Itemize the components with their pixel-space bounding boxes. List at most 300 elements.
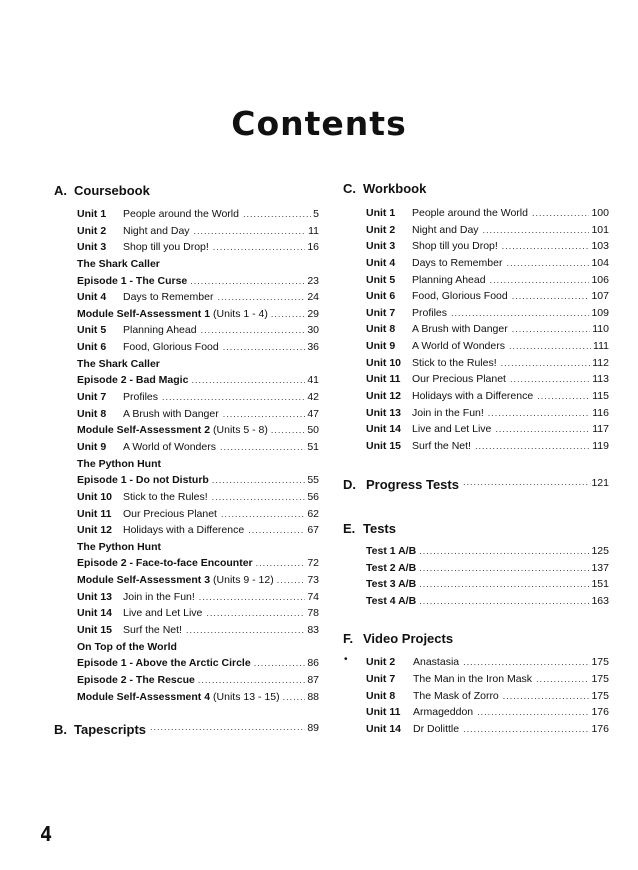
entry-line bbox=[123, 239, 319, 256]
page-number: 176 bbox=[591, 723, 609, 736]
page-number: 5 bbox=[313, 208, 319, 220]
page-number: 11 bbox=[308, 224, 319, 237]
page-number: 50 bbox=[307, 424, 319, 437]
page-number: 67 bbox=[307, 524, 319, 537]
leader-dots bbox=[243, 206, 311, 223]
toc-entry[interactable] bbox=[77, 672, 319, 689]
entry-line bbox=[77, 555, 319, 572]
toc-entry[interactable] bbox=[366, 721, 609, 738]
page-number: 137 bbox=[591, 561, 609, 574]
section-f-heading: F. Video Projects bbox=[343, 631, 454, 646]
entry-line bbox=[412, 222, 609, 239]
entry-title: Our Precious Planet bbox=[412, 373, 506, 386]
entry-title: Live and Let Live bbox=[123, 607, 203, 620]
entry-title: Episode 1 - The Curse bbox=[77, 274, 188, 287]
page-number: 125 bbox=[591, 545, 609, 557]
entry-title: Holidays with a Difference bbox=[123, 524, 245, 537]
unit-label: Unit 12 bbox=[366, 390, 402, 403]
page-number: 175 bbox=[591, 689, 609, 702]
entry-line bbox=[412, 355, 609, 372]
section-b-row[interactable]: B. Tapescripts ..... 89 bbox=[54, 722, 319, 737]
entry-line bbox=[77, 472, 319, 489]
entry-line bbox=[123, 206, 319, 223]
entry-line bbox=[77, 672, 319, 689]
page-number: 110 bbox=[592, 323, 609, 336]
entry-line bbox=[412, 405, 609, 422]
entry-title: Shop till you Drop! bbox=[412, 240, 498, 253]
page-number-footer: 4 bbox=[40, 822, 53, 846]
leader-dots bbox=[206, 605, 305, 622]
page-number: 113 bbox=[592, 373, 609, 386]
entry-line bbox=[123, 406, 319, 423]
entry-line bbox=[123, 439, 319, 456]
leader-dots bbox=[463, 477, 590, 492]
toc-entry[interactable] bbox=[77, 273, 319, 290]
entry-line bbox=[413, 671, 609, 688]
unit-label: Unit 8 bbox=[366, 323, 396, 336]
page-number: 42 bbox=[307, 391, 319, 404]
entry-line bbox=[413, 688, 609, 705]
entry-title: Profiles bbox=[123, 391, 159, 404]
leader-dots bbox=[212, 472, 305, 489]
entry-title: Dr Dolittle bbox=[413, 723, 460, 736]
leader-dots bbox=[532, 205, 590, 222]
toc-entry[interactable] bbox=[77, 572, 319, 589]
page-number: 175 bbox=[591, 672, 609, 685]
entry-line bbox=[412, 371, 609, 388]
page-number: 112 bbox=[592, 356, 609, 369]
entry-title: Surf the Net! bbox=[123, 624, 182, 637]
entry-title: Stick to the Rules! bbox=[123, 490, 208, 503]
toc-entry[interactable] bbox=[366, 355, 609, 372]
leader-dots bbox=[217, 289, 305, 306]
unit-label: Unit 5 bbox=[77, 324, 107, 337]
entry-suffix: (Units 5 - 8) bbox=[213, 424, 268, 437]
workbook-list bbox=[366, 205, 609, 455]
toc-entry[interactable] bbox=[366, 405, 609, 422]
section-a-heading: A. Coursebook bbox=[54, 183, 150, 198]
toc-entry[interactable] bbox=[366, 576, 609, 593]
leader-dots bbox=[483, 222, 590, 239]
unit-label: Unit 11 bbox=[366, 373, 401, 386]
leader-dots bbox=[194, 223, 307, 240]
entry-title: Days to Remember bbox=[412, 256, 503, 269]
page-number: 87 bbox=[307, 673, 319, 686]
entry-line bbox=[412, 421, 609, 438]
leader-dots bbox=[220, 439, 305, 456]
entry-title: Food, Glorious Food bbox=[412, 290, 508, 303]
section-c-heading: C. Workbook bbox=[343, 181, 427, 196]
entry-suffix: (Units 9 - 12) bbox=[213, 574, 274, 587]
toc-subheading bbox=[77, 256, 319, 273]
entry-title: Our Precious Planet bbox=[123, 507, 217, 520]
page-number: 117 bbox=[592, 423, 609, 436]
toc-entry[interactable] bbox=[366, 704, 609, 721]
leader-dots bbox=[213, 239, 306, 256]
entry-title: A Brush with Danger bbox=[123, 407, 219, 420]
entry-title: Episode 1 - Above the Arctic Circle bbox=[77, 657, 251, 670]
page-number: 16 bbox=[307, 241, 319, 254]
page-number: 111 bbox=[593, 340, 609, 353]
leader-dots bbox=[162, 389, 305, 406]
entry-title: Stick to the Rules! bbox=[412, 356, 497, 369]
entry-title: Holidays with a Difference bbox=[412, 390, 534, 403]
unit-label: Unit 7 bbox=[366, 672, 396, 685]
toc-entry[interactable] bbox=[77, 522, 319, 539]
unit-label: Unit 15 bbox=[366, 439, 402, 452]
entry-title: Food, Glorious Food bbox=[123, 341, 219, 354]
entry-line bbox=[123, 322, 319, 339]
page-number: 41 bbox=[307, 374, 319, 387]
subheading-text: The Shark Caller bbox=[77, 257, 160, 270]
unit-label: Unit 3 bbox=[77, 241, 107, 254]
page-number: 51 bbox=[307, 440, 319, 453]
toc-entry[interactable] bbox=[77, 489, 319, 506]
entry-title: Test 4 A/B bbox=[366, 594, 417, 607]
page-number: 23 bbox=[307, 274, 319, 287]
leader-dots bbox=[490, 272, 590, 289]
toc-entry[interactable] bbox=[77, 372, 319, 389]
toc-entry[interactable] bbox=[77, 506, 319, 523]
page-number: 175 bbox=[591, 656, 609, 668]
subheading-text: The Shark Caller bbox=[77, 357, 160, 370]
unit-label: Unit 3 bbox=[366, 240, 396, 253]
entry-line bbox=[412, 205, 609, 222]
page-number: 72 bbox=[307, 557, 319, 570]
entry-line bbox=[123, 489, 319, 506]
entry-title: Module Self-Assessment 1 bbox=[77, 307, 211, 320]
entry-line bbox=[412, 238, 609, 255]
unit-label: Unit 1 bbox=[366, 207, 396, 219]
bullet-mark: • bbox=[344, 654, 348, 665]
section-d-heading: Progress Tests bbox=[366, 477, 459, 492]
leader-dots bbox=[201, 322, 306, 339]
toc-entry[interactable] bbox=[366, 338, 609, 355]
page-number: 176 bbox=[591, 706, 609, 719]
entry-title: Days to Remember bbox=[123, 291, 214, 304]
leader-dots bbox=[512, 321, 591, 338]
leader-dots bbox=[212, 489, 306, 506]
page-number: 151 bbox=[591, 578, 609, 591]
page-number: 73 bbox=[307, 574, 319, 587]
entry-line bbox=[413, 654, 609, 671]
leader-dots bbox=[501, 355, 591, 372]
section-e-heading: E. Tests bbox=[343, 521, 396, 536]
entry-title: Test 3 A/B bbox=[366, 578, 417, 591]
toc-entry[interactable] bbox=[77, 472, 319, 489]
unit-label: Unit 14 bbox=[366, 723, 402, 736]
entry-line bbox=[77, 273, 319, 290]
entry-title: Episode 1 - Do not Disturb bbox=[77, 474, 209, 487]
page-number: 62 bbox=[307, 507, 319, 520]
toc-entry[interactable] bbox=[77, 206, 319, 223]
unit-label: Unit 8 bbox=[77, 407, 107, 420]
entry-line bbox=[413, 721, 609, 738]
page-number: 109 bbox=[591, 306, 609, 319]
page-number: 78 bbox=[307, 607, 319, 620]
page-number: 24 bbox=[307, 291, 319, 304]
unit-label: Unit 2 bbox=[366, 656, 396, 668]
entry-title: A Brush with Danger bbox=[412, 323, 508, 336]
leader-dots bbox=[506, 255, 589, 272]
leader-dots bbox=[198, 672, 305, 689]
entry-title: Planning Ahead bbox=[412, 273, 486, 286]
toc-entry[interactable] bbox=[77, 322, 319, 339]
leader-dots bbox=[477, 704, 589, 721]
entry-line bbox=[77, 689, 319, 706]
toc-entry[interactable] bbox=[77, 339, 319, 356]
toc-entry[interactable] bbox=[366, 255, 609, 272]
toc-entry[interactable] bbox=[77, 589, 319, 606]
subheading-text: The Python Hunt bbox=[77, 457, 161, 470]
toc-entry[interactable] bbox=[77, 406, 319, 423]
toc-entry[interactable] bbox=[366, 671, 609, 688]
toc-entry[interactable] bbox=[366, 305, 609, 322]
entry-line bbox=[412, 438, 609, 455]
entry-line bbox=[123, 339, 319, 356]
unit-label: Unit 15 bbox=[77, 624, 113, 637]
toc-entry[interactable] bbox=[366, 688, 609, 705]
page-number: 106 bbox=[591, 273, 609, 286]
section-d-row[interactable]: D. Progress Tests ..... 121 bbox=[343, 477, 609, 492]
entry-title: A World of Wonders bbox=[412, 340, 505, 353]
entry-title: Module Self-Assessment 4 bbox=[77, 690, 211, 703]
toc-entry[interactable] bbox=[366, 238, 609, 255]
entry-title: Episode 2 - Face-to-face Encounter bbox=[77, 557, 253, 570]
toc-entry[interactable] bbox=[77, 223, 319, 240]
toc-subheading bbox=[77, 456, 319, 473]
toc-entry[interactable] bbox=[366, 560, 609, 577]
toc-subheading bbox=[77, 356, 319, 373]
leader-dots bbox=[463, 654, 589, 671]
toc-entry[interactable] bbox=[366, 371, 609, 388]
toc-entry[interactable] bbox=[366, 654, 609, 671]
page-number: 119 bbox=[592, 439, 609, 452]
entry-line bbox=[412, 272, 609, 289]
unit-label: Unit 14 bbox=[77, 607, 113, 620]
leader-dots bbox=[221, 506, 305, 523]
page-number: 163 bbox=[591, 594, 609, 607]
page-number: 107 bbox=[591, 290, 609, 303]
leader-dots bbox=[199, 589, 306, 606]
entry-line bbox=[77, 422, 319, 439]
entry-line bbox=[412, 255, 609, 272]
leader-dots bbox=[186, 622, 305, 639]
entry-title: People around the World bbox=[123, 208, 239, 220]
entry-line bbox=[77, 655, 319, 672]
entry-title: Profiles bbox=[412, 306, 448, 319]
unit-label: Unit 13 bbox=[77, 590, 113, 603]
leader-dots bbox=[223, 406, 306, 423]
entry-line bbox=[412, 388, 609, 405]
leader-dots bbox=[537, 388, 590, 405]
entry-title: Night and Day bbox=[412, 223, 479, 236]
leader-dots bbox=[419, 593, 589, 610]
unit-label: Unit 12 bbox=[77, 524, 113, 537]
entry-title: Live and Let Live bbox=[412, 423, 492, 436]
unit-label: Unit 1 bbox=[77, 208, 107, 220]
entry-title: Module Self-Assessment 3 bbox=[77, 574, 211, 587]
toc-entry[interactable] bbox=[366, 543, 609, 560]
unit-label: Unit 10 bbox=[366, 356, 402, 369]
page-number: 47 bbox=[307, 407, 319, 420]
subheading-text: On Top of the World bbox=[77, 640, 177, 653]
entry-title: Test 1 A/B bbox=[366, 545, 417, 557]
toc-entry[interactable] bbox=[77, 439, 319, 456]
leader-dots bbox=[503, 688, 590, 705]
leader-dots bbox=[191, 372, 305, 389]
entry-suffix: (Units 1 - 4) bbox=[213, 307, 268, 320]
unit-label: Unit 10 bbox=[77, 490, 113, 503]
entry-line bbox=[123, 389, 319, 406]
entry-line bbox=[366, 543, 609, 560]
toc-entry[interactable] bbox=[366, 421, 609, 438]
toc-subheading bbox=[77, 539, 319, 556]
entry-title: Episode 2 - Bad Magic bbox=[77, 374, 189, 387]
leader-dots bbox=[277, 572, 306, 589]
subheading-text: The Python Hunt bbox=[77, 540, 161, 553]
entry-line bbox=[123, 522, 319, 539]
leader-dots bbox=[150, 722, 305, 737]
entry-line bbox=[413, 704, 609, 721]
leader-dots bbox=[256, 555, 306, 572]
toc-entry[interactable] bbox=[77, 289, 319, 306]
entry-line bbox=[412, 305, 609, 322]
page-number: 89 bbox=[307, 722, 319, 734]
entry-line bbox=[77, 372, 319, 389]
page-number: 83 bbox=[307, 624, 319, 637]
leader-dots bbox=[190, 273, 305, 290]
page-number: 115 bbox=[592, 390, 609, 403]
unit-label: Unit 5 bbox=[366, 273, 396, 286]
unit-label: Unit 7 bbox=[77, 391, 107, 404]
unit-label: Unit 4 bbox=[77, 291, 107, 304]
entry-line bbox=[77, 572, 319, 589]
toc-entry[interactable] bbox=[366, 205, 609, 222]
leader-dots bbox=[248, 522, 305, 539]
entry-title: Armageddon bbox=[413, 706, 474, 719]
page-number: 121 bbox=[591, 477, 609, 489]
entry-title: Anastasia bbox=[413, 656, 460, 668]
entry-line bbox=[123, 605, 319, 622]
leader-dots bbox=[510, 371, 590, 388]
toc-entry[interactable] bbox=[77, 605, 319, 622]
section-b-heading: Tapescripts bbox=[74, 722, 147, 737]
unit-label: Unit 11 bbox=[366, 706, 401, 719]
leader-dots bbox=[254, 655, 306, 672]
toc-entry[interactable] bbox=[366, 593, 609, 610]
page-number: 36 bbox=[307, 341, 319, 354]
toc-entry[interactable] bbox=[77, 422, 319, 439]
leader-dots bbox=[512, 288, 590, 305]
unit-label: Unit 6 bbox=[366, 290, 396, 303]
page-number: 86 bbox=[307, 657, 319, 670]
toc-entry[interactable] bbox=[366, 288, 609, 305]
leader-dots bbox=[488, 405, 590, 422]
leader-dots bbox=[495, 421, 590, 438]
entry-title: Module Self-Assessment 2 bbox=[77, 424, 211, 437]
entry-title: Test 2 A/B bbox=[366, 561, 417, 574]
page-number: 74 bbox=[307, 590, 319, 603]
page-title: Contents bbox=[231, 104, 407, 143]
toc-entry[interactable] bbox=[77, 655, 319, 672]
leader-dots bbox=[451, 305, 589, 322]
leader-dots bbox=[283, 689, 306, 706]
page-number: 104 bbox=[591, 256, 609, 269]
page-number: 88 bbox=[307, 690, 319, 703]
unit-label: Unit 6 bbox=[77, 341, 107, 354]
leader-dots bbox=[419, 560, 589, 577]
entry-title: Shop till you Drop! bbox=[123, 241, 209, 254]
entry-line bbox=[412, 321, 609, 338]
leader-dots bbox=[223, 339, 306, 356]
toc-entry[interactable] bbox=[77, 389, 319, 406]
entry-title: The Man in the Iron Mask bbox=[413, 672, 533, 685]
unit-label: Unit 7 bbox=[366, 306, 396, 319]
toc-entry[interactable] bbox=[77, 306, 319, 323]
toc-subheading bbox=[77, 639, 319, 656]
entry-line bbox=[123, 223, 319, 240]
unit-label: Unit 9 bbox=[77, 440, 107, 453]
toc-entry[interactable] bbox=[77, 555, 319, 572]
toc-entry[interactable] bbox=[77, 239, 319, 256]
unit-label: Unit 8 bbox=[366, 689, 396, 702]
unit-label: Unit 11 bbox=[77, 507, 112, 520]
entry-title: Night and Day bbox=[123, 224, 190, 237]
page-number: 30 bbox=[307, 324, 319, 337]
leader-dots bbox=[536, 671, 589, 688]
entry-title: Surf the Net! bbox=[412, 439, 471, 452]
unit-label: Unit 9 bbox=[366, 340, 396, 353]
entry-line bbox=[412, 288, 609, 305]
video-list bbox=[366, 654, 609, 738]
leader-dots bbox=[509, 338, 591, 355]
entry-title: A World of Wonders bbox=[123, 440, 216, 453]
toc-entry[interactable] bbox=[77, 622, 319, 639]
entry-suffix: (Units 13 - 15) bbox=[213, 690, 280, 703]
entry-title: Join in the Fun! bbox=[123, 590, 195, 603]
page-number: 29 bbox=[307, 307, 319, 320]
toc-entry[interactable] bbox=[366, 388, 609, 405]
entry-title: People around the World bbox=[412, 207, 528, 219]
page-number: 101 bbox=[591, 223, 609, 236]
unit-label: Unit 14 bbox=[366, 423, 402, 436]
toc-entry[interactable] bbox=[366, 321, 609, 338]
leader-dots bbox=[271, 306, 305, 323]
tests-list bbox=[366, 543, 609, 609]
toc-entry[interactable] bbox=[366, 222, 609, 239]
toc-entry[interactable] bbox=[77, 689, 319, 706]
entry-line bbox=[412, 338, 609, 355]
entry-line bbox=[123, 289, 319, 306]
unit-label: Unit 2 bbox=[77, 224, 107, 237]
entry-title: Episode 2 - The Rescue bbox=[77, 673, 195, 686]
entry-title: The Mask of Zorro bbox=[413, 689, 499, 702]
leader-dots bbox=[419, 576, 589, 593]
entry-line bbox=[123, 506, 319, 523]
coursebook-list bbox=[77, 206, 319, 705]
entry-title: Planning Ahead bbox=[123, 324, 197, 337]
leader-dots bbox=[475, 438, 590, 455]
leader-dots bbox=[271, 422, 305, 439]
toc-entry[interactable] bbox=[366, 438, 609, 455]
toc-entry[interactable] bbox=[366, 272, 609, 289]
page-number: 56 bbox=[307, 490, 319, 503]
unit-label: Unit 4 bbox=[366, 256, 396, 269]
leader-dots bbox=[463, 721, 589, 738]
leader-dots bbox=[419, 543, 589, 560]
entry-line bbox=[366, 560, 609, 577]
